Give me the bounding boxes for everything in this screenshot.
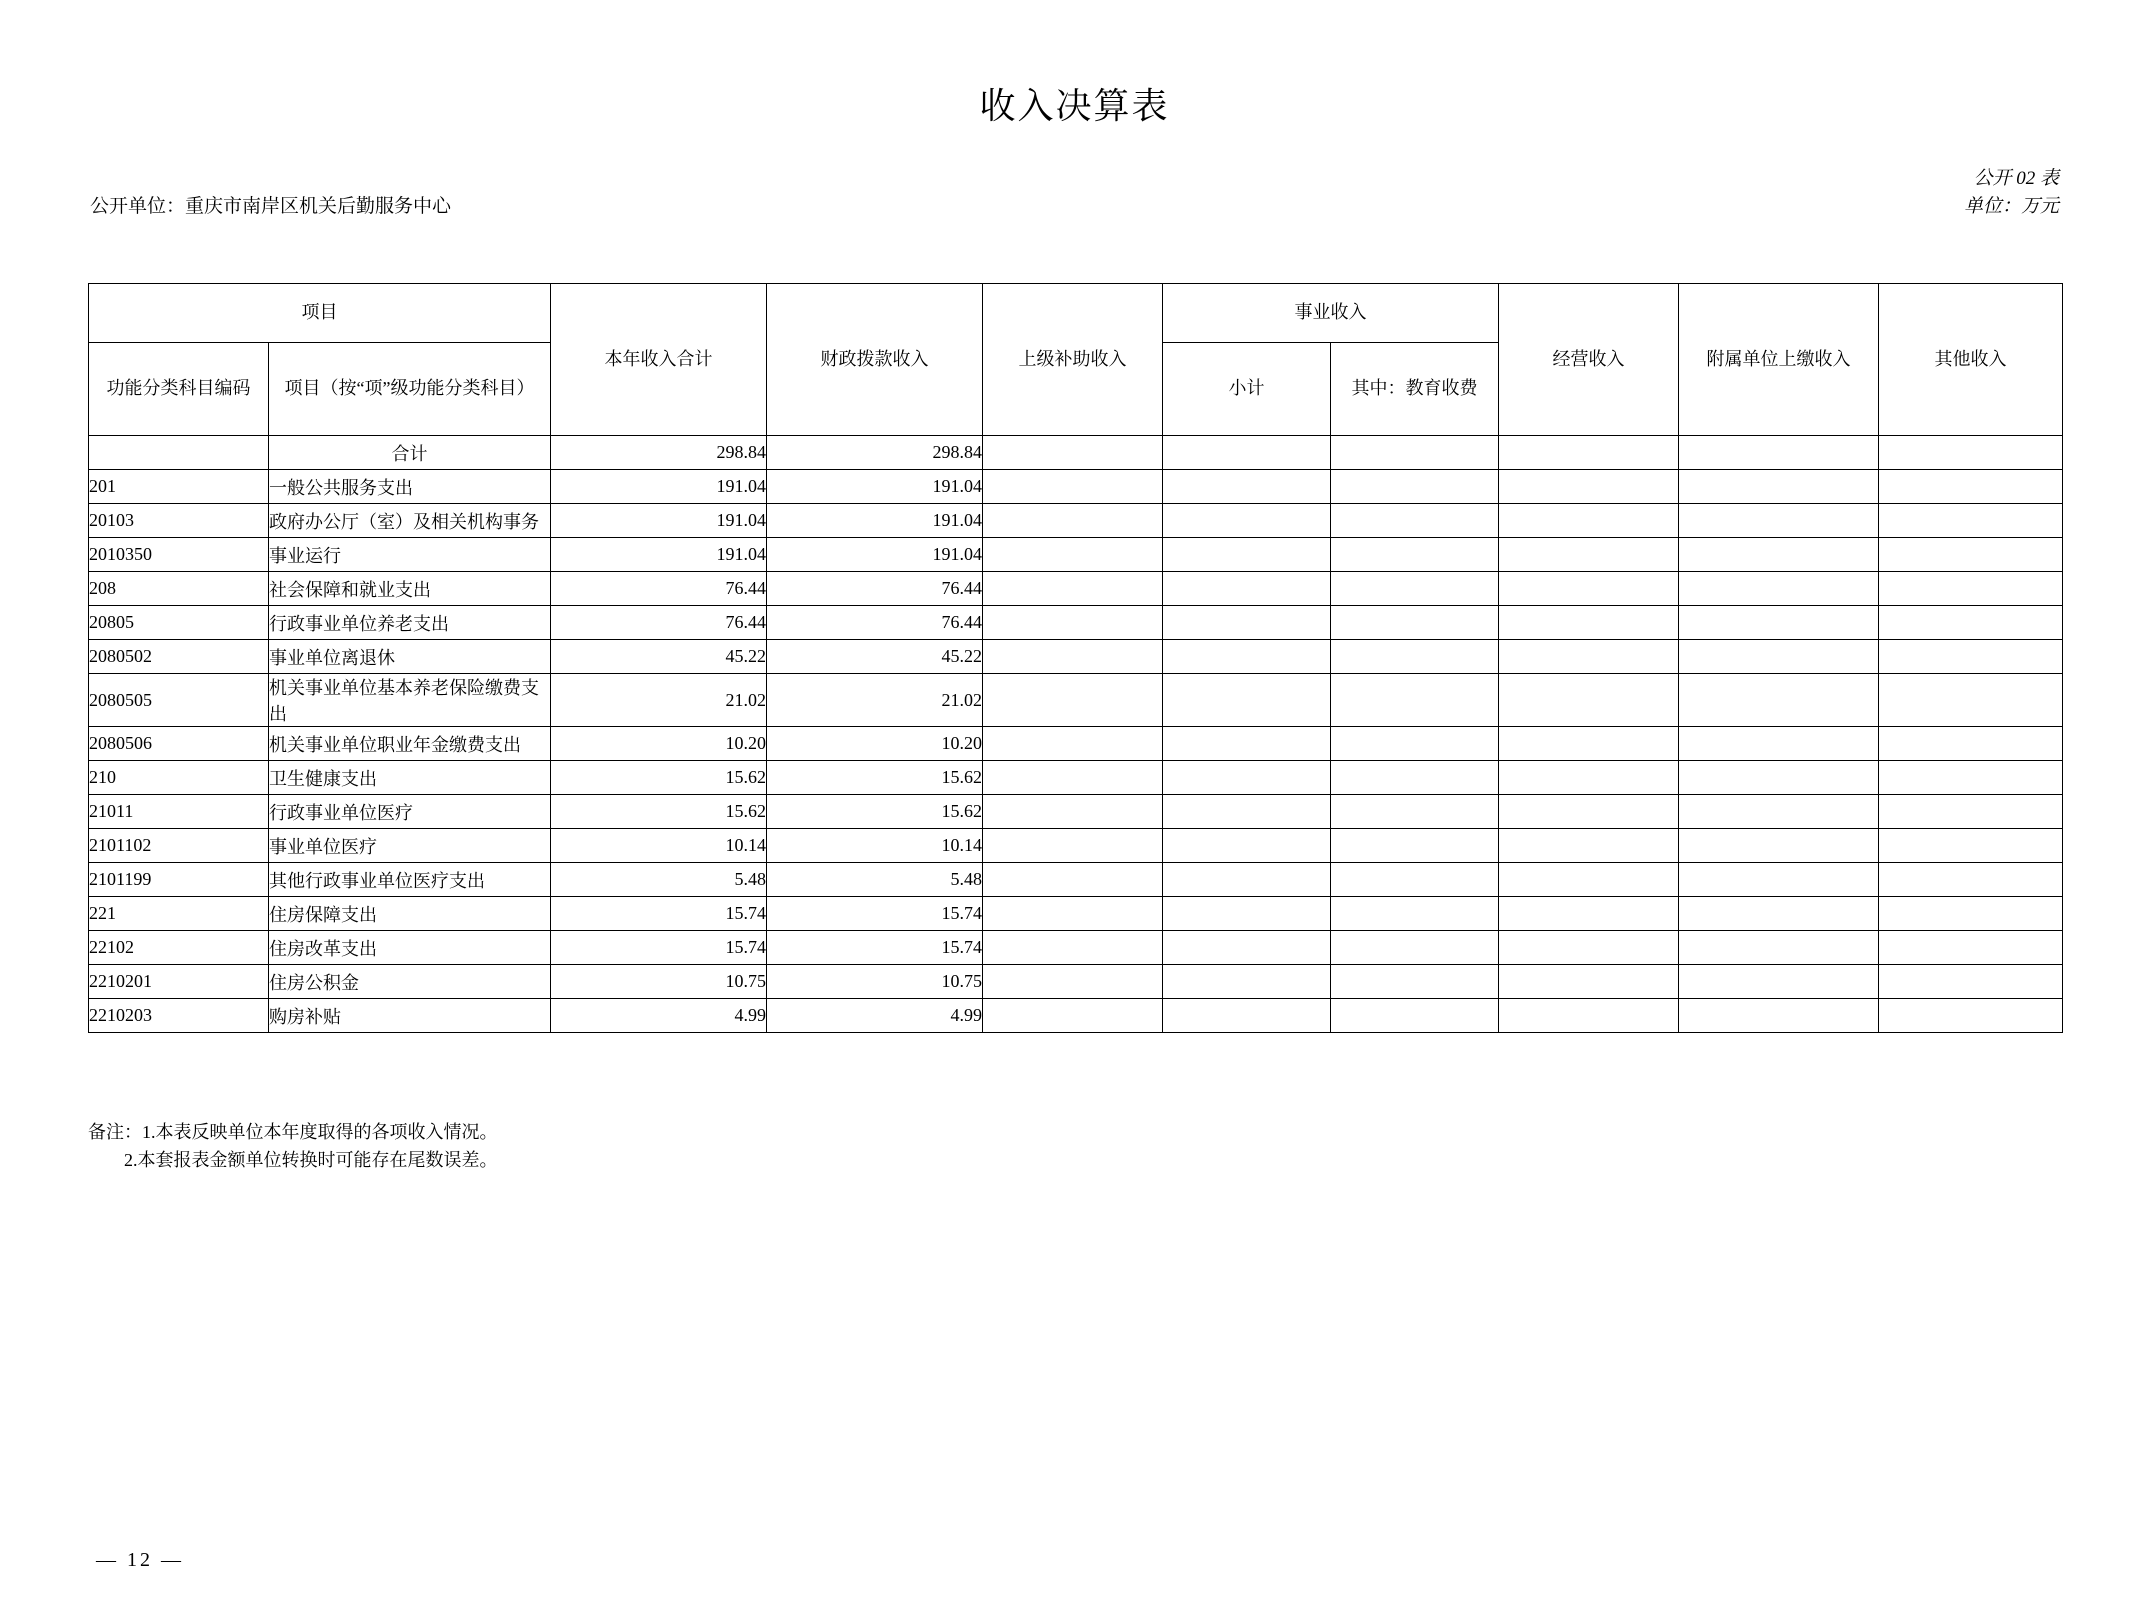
cell-subtotal [1163, 999, 1331, 1033]
cell-other [1879, 761, 2063, 795]
table-row [89, 674, 2063, 727]
cell-affiliated [1679, 965, 1879, 999]
cell-fiscal: 10.20 [767, 727, 983, 761]
cell-subtotal [1163, 436, 1331, 470]
cell-subtotal [1163, 829, 1331, 863]
cell-affiliated [1679, 999, 1879, 1033]
cell-code: 20103 [89, 504, 269, 538]
cell-code: 2080502 [89, 640, 269, 674]
cell-operating [1499, 436, 1679, 470]
note-line-2: 2.本套报表金额单位转换时可能存在尾数误差。 [124, 1149, 498, 1170]
cell-name: 住房公积金 [269, 965, 551, 999]
cell-total: 76.44 [551, 606, 767, 640]
cell-subtotal [1163, 863, 1331, 897]
publishing-unit: 公开单位：重庆市南岸区机关后勤服务中心 [90, 196, 452, 217]
cell-fiscal: 4.99 [767, 999, 983, 1033]
cell-operating [1499, 897, 1679, 931]
cell-superior [983, 829, 1163, 863]
cell-subtotal [1163, 795, 1331, 829]
cell-operating [1499, 761, 1679, 795]
cell-affiliated [1679, 470, 1879, 504]
cell-other [1879, 795, 2063, 829]
cell-education [1331, 727, 1499, 761]
cell-superior [983, 795, 1163, 829]
header-col-subtotal: 小计 [1163, 343, 1331, 436]
cell-other [1879, 863, 2063, 897]
cell-code: 2101102 [89, 829, 269, 863]
cell-name: 社会保障和就业支出 [269, 572, 551, 606]
cell-superior [983, 931, 1163, 965]
cell-fiscal: 191.04 [767, 504, 983, 538]
cell-total: 15.74 [551, 897, 767, 931]
table-row [89, 999, 2063, 1033]
cell-affiliated [1679, 897, 1879, 931]
cell-other [1879, 504, 2063, 538]
header-group-business: 事业收入 [1163, 284, 1499, 343]
cell-total: 191.04 [551, 470, 767, 504]
cell-subtotal [1163, 572, 1331, 606]
cell-education [1331, 504, 1499, 538]
page-title: 收入决算表 [979, 86, 1170, 127]
cell-subtotal [1163, 470, 1331, 504]
cell-subtotal [1163, 606, 1331, 640]
cell-education [1331, 999, 1499, 1033]
cell-education [1331, 606, 1499, 640]
cell-affiliated [1679, 829, 1879, 863]
cell-affiliated [1679, 931, 1879, 965]
cell-operating [1499, 931, 1679, 965]
cell-code: 2010350 [89, 538, 269, 572]
cell-superior [983, 640, 1163, 674]
cell-affiliated [1679, 674, 1879, 727]
table-row [89, 640, 2063, 674]
cell-name: 卫生健康支出 [269, 761, 551, 795]
header-col-code: 功能分类科目编码 [89, 343, 269, 436]
cell-code: 2101199 [89, 863, 269, 897]
cell-affiliated [1679, 572, 1879, 606]
cell-name: 事业单位离退休 [269, 640, 551, 674]
header-col-superior: 上级补助收入 [983, 284, 1163, 436]
cell-superior [983, 538, 1163, 572]
page-number: — 12 — [96, 1549, 184, 1571]
cell-total: 191.04 [551, 504, 767, 538]
header-col-operating: 经营收入 [1499, 284, 1679, 436]
cell-subtotal [1163, 965, 1331, 999]
cell-education [1331, 965, 1499, 999]
cell-fiscal: 15.62 [767, 795, 983, 829]
cell-total: 4.99 [551, 999, 767, 1033]
cell-education [1331, 538, 1499, 572]
table-row [89, 965, 2063, 999]
cell-code: 2080506 [89, 727, 269, 761]
cell-other [1879, 897, 2063, 931]
cell-superior [983, 727, 1163, 761]
cell-code: 2210201 [89, 965, 269, 999]
table-row [89, 470, 2063, 504]
cell-superior [983, 606, 1163, 640]
cell-operating [1499, 470, 1679, 504]
cell-operating [1499, 829, 1679, 863]
cell-name: 住房保障支出 [269, 897, 551, 931]
cell-code: 21011 [89, 795, 269, 829]
cell-code: 201 [89, 470, 269, 504]
cell-education [1331, 470, 1499, 504]
cell-subtotal [1163, 897, 1331, 931]
cell-education [1331, 761, 1499, 795]
cell-name: 其他行政事业单位医疗支出 [269, 863, 551, 897]
table-notes [88, 1119, 498, 1175]
cell-superior [983, 999, 1163, 1033]
cell-code [89, 436, 269, 470]
cell-affiliated [1679, 436, 1879, 470]
cell-fiscal: 10.14 [767, 829, 983, 863]
cell-name: 行政事业单位医疗 [269, 795, 551, 829]
header-col-total: 本年收入合计 [551, 284, 767, 436]
cell-other [1879, 572, 2063, 606]
cell-fiscal: 21.02 [767, 674, 983, 727]
cell-code: 208 [89, 572, 269, 606]
table-row [89, 504, 2063, 538]
cell-education [1331, 863, 1499, 897]
form-number: 公开 02 表 [1973, 168, 2059, 189]
cell-superior [983, 504, 1163, 538]
cell-other [1879, 436, 2063, 470]
cell-subtotal [1163, 761, 1331, 795]
cell-other [1879, 674, 2063, 727]
cell-operating [1499, 727, 1679, 761]
cell-fiscal: 15.62 [767, 761, 983, 795]
cell-affiliated [1679, 761, 1879, 795]
cell-education [1331, 674, 1499, 727]
document-page [0, 78, 2149, 1598]
table-row [89, 761, 2063, 795]
cell-name: 机关事业单位基本养老保险缴费支出 [269, 674, 551, 727]
cell-superior [983, 470, 1163, 504]
header-col-education: 其中：教育收费 [1331, 343, 1499, 436]
cell-operating [1499, 965, 1679, 999]
cell-name: 购房补贴 [269, 999, 551, 1033]
cell-name: 住房改革支出 [269, 931, 551, 965]
cell-fiscal: 5.48 [767, 863, 983, 897]
cell-total: 45.22 [551, 640, 767, 674]
table-row [89, 606, 2063, 640]
cell-fiscal: 15.74 [767, 931, 983, 965]
cell-education [1331, 436, 1499, 470]
cell-total: 76.44 [551, 572, 767, 606]
cell-fiscal: 45.22 [767, 640, 983, 674]
cell-total: 21.02 [551, 674, 767, 727]
cell-superior [983, 436, 1163, 470]
cell-total: 10.20 [551, 727, 767, 761]
cell-other [1879, 999, 2063, 1033]
cell-education [1331, 640, 1499, 674]
cell-total: 5.48 [551, 863, 767, 897]
cell-code: 221 [89, 897, 269, 931]
cell-total: 15.74 [551, 931, 767, 965]
cell-total: 10.75 [551, 965, 767, 999]
cell-code: 2210203 [89, 999, 269, 1033]
cell-operating [1499, 863, 1679, 897]
cell-other [1879, 965, 2063, 999]
cell-total: 15.62 [551, 761, 767, 795]
cell-affiliated [1679, 863, 1879, 897]
cell-fiscal: 15.74 [767, 897, 983, 931]
header-group-item: 项目 [89, 284, 551, 343]
cell-fiscal: 10.75 [767, 965, 983, 999]
header-col-name: 项目（按“项”级功能分类科目） [269, 343, 551, 436]
cell-subtotal [1163, 538, 1331, 572]
cell-superior [983, 863, 1163, 897]
cell-fiscal: 298.84 [767, 436, 983, 470]
cell-education [1331, 897, 1499, 931]
cell-name: 事业运行 [269, 538, 551, 572]
header-col-affiliated: 附属单位上缴收入 [1679, 284, 1879, 436]
cell-affiliated [1679, 727, 1879, 761]
cell-total: 191.04 [551, 538, 767, 572]
document-meta [0, 163, 2149, 217]
cell-other [1879, 727, 2063, 761]
cell-name: 机关事业单位职业年金缴费支出 [269, 727, 551, 761]
cell-subtotal [1163, 931, 1331, 965]
table-row [89, 572, 2063, 606]
cell-name: 政府办公厅（室）及相关机构事务 [269, 504, 551, 538]
table-header-row-1 [89, 284, 2063, 343]
cell-education [1331, 829, 1499, 863]
table-row [89, 863, 2063, 897]
cell-other [1879, 470, 2063, 504]
cell-operating [1499, 640, 1679, 674]
cell-education [1331, 572, 1499, 606]
table-row [89, 727, 2063, 761]
cell-fiscal: 76.44 [767, 572, 983, 606]
table-row [89, 931, 2063, 965]
cell-code: 2080505 [89, 674, 269, 727]
cell-code: 210 [89, 761, 269, 795]
cell-other [1879, 829, 2063, 863]
header-col-fiscal: 财政拨款收入 [767, 284, 983, 436]
cell-other [1879, 931, 2063, 965]
cell-superior [983, 761, 1163, 795]
cell-code: 20805 [89, 606, 269, 640]
cell-superior [983, 965, 1163, 999]
table-body [89, 436, 2063, 1033]
cell-superior [983, 572, 1163, 606]
cell-fiscal: 191.04 [767, 538, 983, 572]
cell-affiliated [1679, 606, 1879, 640]
table-row [89, 538, 2063, 572]
table-row [89, 795, 2063, 829]
cell-affiliated [1679, 538, 1879, 572]
cell-operating [1499, 795, 1679, 829]
cell-affiliated [1679, 504, 1879, 538]
cell-other [1879, 606, 2063, 640]
cell-operating [1499, 504, 1679, 538]
currency-unit: 单位：万元 [1963, 196, 2059, 217]
cell-subtotal [1163, 727, 1331, 761]
cell-total: 298.84 [551, 436, 767, 470]
cell-name: 合计 [269, 436, 551, 470]
cell-operating [1499, 538, 1679, 572]
cell-name: 事业单位医疗 [269, 829, 551, 863]
cell-superior [983, 674, 1163, 727]
cell-name: 一般公共服务支出 [269, 470, 551, 504]
cell-subtotal [1163, 640, 1331, 674]
cell-subtotal [1163, 674, 1331, 727]
cell-other [1879, 538, 2063, 572]
cell-affiliated [1679, 640, 1879, 674]
cell-subtotal [1163, 504, 1331, 538]
cell-total: 10.14 [551, 829, 767, 863]
cell-superior [983, 897, 1163, 931]
cell-other [1879, 640, 2063, 674]
cell-fiscal: 76.44 [767, 606, 983, 640]
cell-education [1331, 931, 1499, 965]
cell-education [1331, 795, 1499, 829]
income-final-accounts-table [88, 283, 2063, 1033]
cell-affiliated [1679, 795, 1879, 829]
header-col-other: 其他收入 [1879, 284, 2063, 436]
cell-operating [1499, 674, 1679, 727]
cell-fiscal: 191.04 [767, 470, 983, 504]
table-row [89, 436, 2063, 470]
cell-total: 15.62 [551, 795, 767, 829]
cell-operating [1499, 572, 1679, 606]
table-row [89, 897, 2063, 931]
cell-operating [1499, 999, 1679, 1033]
table-row [89, 829, 2063, 863]
cell-name: 行政事业单位养老支出 [269, 606, 551, 640]
cell-operating [1499, 606, 1679, 640]
note-line-1: 备注：1.本表反映单位本年度取得的各项收入情况。 [88, 1122, 498, 1142]
cell-code: 22102 [89, 931, 269, 965]
